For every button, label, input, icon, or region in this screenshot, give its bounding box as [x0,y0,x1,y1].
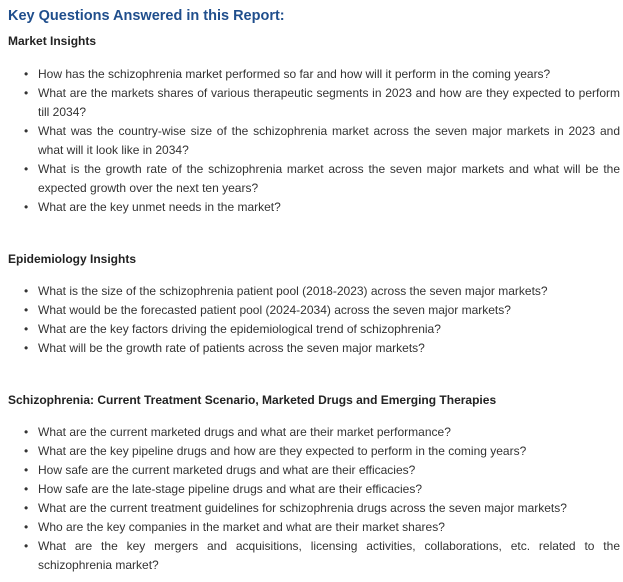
bullet-icon: • [24,341,29,355]
list-item [0,499,620,518]
bullet-icon: • [24,501,29,515]
bullet-icon: • [24,200,29,214]
bullet-icon: • [24,444,29,458]
question-text: What are the current treatment guidelines for schizophrenia drugs across the seven major markets? [38,501,567,515]
section-heading-market-insights: Market Insights [8,34,97,48]
list-item [0,518,620,537]
epidemiology-insights-list [0,282,620,358]
bullet-icon: • [24,463,29,477]
question-text: What are the key pipeline drugs and how are they expected to perform in the coming years? [38,444,527,458]
list-item [0,461,620,480]
question-text: What was the country-wise size of the schizophrenia market across the seven major markets in 2023 and what will it look like in 2034? [38,124,620,157]
question-text: What would be the forecasted patient pool (2024-2034) across the seven major markets? [38,303,511,317]
question-text: What are the markets shares of various therapeutic segments in 2023 and how are they expected to perform till 2034? [38,86,620,119]
list-item [0,423,620,442]
list-item [0,198,620,217]
bullet-icon: • [24,162,29,176]
bullet-icon: • [24,539,29,553]
bullet-icon: • [24,482,29,496]
question-text: What is the size of the schizophrenia patient pool (2018-2023) across the seven major markets? [38,284,548,298]
section-heading-epidemiology-insights: Epidemiology Insights [8,252,137,266]
question-text: How has the schizophrenia market performed so far and how will it perform in the coming years? [38,67,551,81]
treatment-scenario-list [0,423,620,575]
list-item [0,301,620,320]
list-item [0,339,620,358]
bullet-icon: • [24,284,29,298]
list-item [0,122,620,160]
bullet-icon: • [24,124,29,138]
list-item [0,160,620,198]
question-text: How safe are the late-stage pipeline drugs and what are their efficacies? [38,482,423,496]
bullet-icon: • [24,86,29,100]
question-text: What is the growth rate of the schizophrenia market across the seven major markets and what will be the expected growth over the next ten years? [38,162,620,195]
bullet-icon: • [24,322,29,336]
page-title: Key Questions Answered in this Report: [8,8,285,24]
list-item [0,320,620,339]
question-text: Who are the key companies in the market and what are their market shares? [38,520,445,534]
list-item [0,84,620,122]
market-insights-list [0,65,620,217]
question-text: How safe are the current marketed drugs and what are their efficacies? [38,463,416,477]
bullet-icon: • [24,67,29,81]
bullet-icon: • [24,425,29,439]
question-text: What are the key mergers and acquisitions, licensing activities, collaborations, etc. related to the schizophrenia market? [38,539,620,572]
question-text: What are the key factors driving the epidemiological trend of schizophrenia? [38,322,441,336]
list-item [0,65,620,84]
bullet-icon: • [24,520,29,534]
list-item [0,537,620,575]
list-item [0,282,620,301]
bullet-icon: • [24,303,29,317]
list-item [0,480,620,499]
question-text: What are the key unmet needs in the market? [38,200,281,214]
list-item [0,442,620,461]
section-heading-treatment-scenario: Schizophrenia: Current Treatment Scenario, Marketed Drugs and Emerging Therapies [8,393,497,407]
question-text: What will be the growth rate of patients across the seven major markets? [38,341,425,355]
question-text: What are the current marketed drugs and what are their market performance? [38,425,451,439]
